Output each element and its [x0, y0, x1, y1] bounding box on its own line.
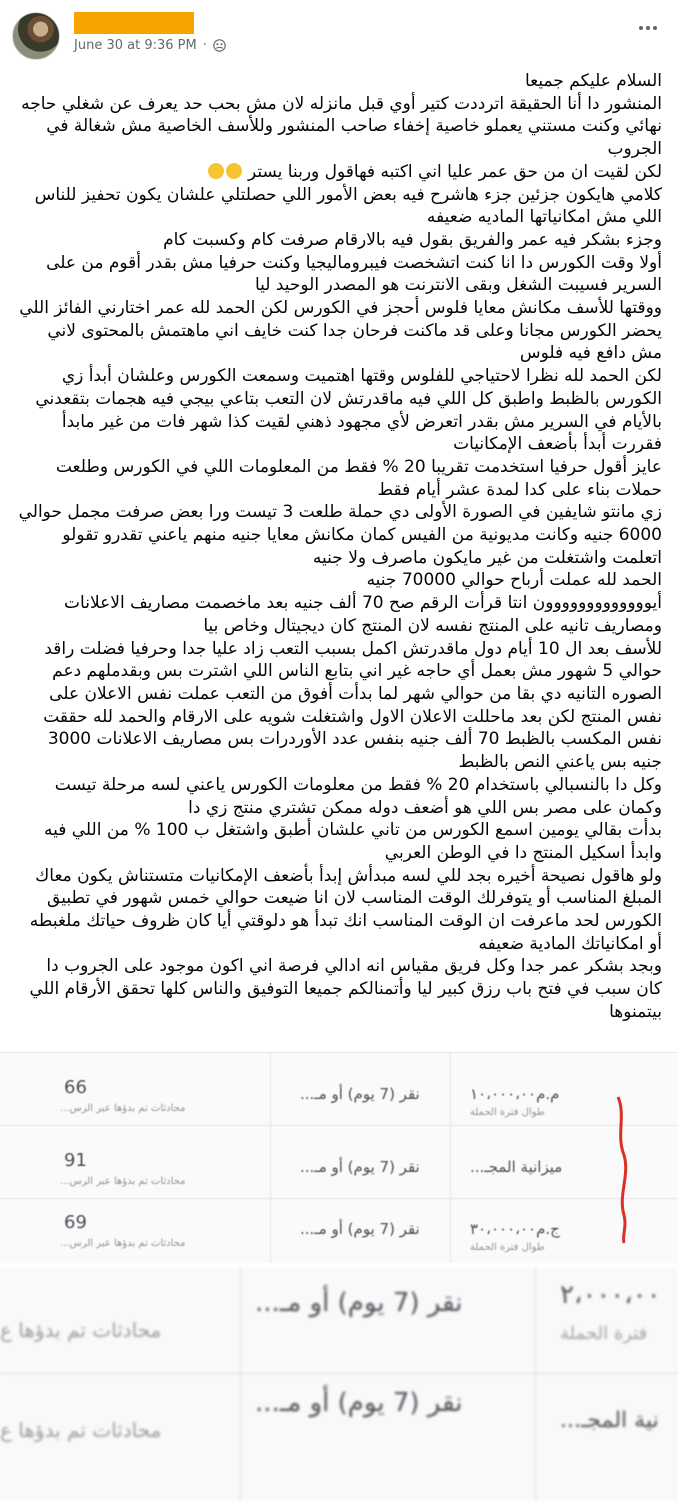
attribution-cell: نقر (7 يوم) أو مـ...	[300, 1085, 420, 1103]
results-sub: محادثات تم بدؤها ع	[0, 1418, 162, 1442]
post-timestamp[interactable]: June 30 at 9:36 PM	[74, 38, 197, 53]
ads-results-screenshot-2	[0, 1268, 678, 1501]
budget-sub: فترة الحملة	[560, 1323, 648, 1344]
table-row	[0, 1063, 678, 1126]
budget-cell: م.م١٠،٠٠٠،٠٠	[470, 1085, 560, 1103]
post-paragraph: ولو هاقول نصيحة أخيره بجد للي لسه مبدأش إبدأ بأضعف الإمكانيات متستناش يكون معاك المبلغ المناسب أو يتوفرلك الوقت المناسب لان انا ضيعت حوالي خمس شهور في تطبيق الكورس لحد ماعرفت ان الوقت المناسب انك تبدأ هو دلوقتي أيا كان ظروف حياتك ملغبطه أو امكانياتك المادية ضعيفه	[29, 865, 662, 954]
results-sub: محادثات تم بدؤها عبر الرس...	[60, 1103, 186, 1114]
post-body	[16, 70, 662, 1024]
post-paragraph: أيووووووووووووون انتا قرأت الرقم صح 70 ألف جنيه بعد ماخصمت مصاريف الاعلانات ومصاريف تانيه على المنتج نفسه لان المنتج كان ديجيتال وخاص بيا	[64, 593, 662, 636]
budget-cell: ٢،٠٠٠،٠٠	[560, 1280, 661, 1310]
grin-emoji-icon	[226, 163, 242, 179]
post-paragraph: للأسف بعد ال 10 أيام دول ماقدرتش اكمل بسبب التعب زاد عليا جدا وحرفيا فضلت راقد حوالي 5 شهور مش بعمل أي حاجه غير اني بتابع الناس اللي اشترت بس وبقدملهم دعم	[44, 638, 662, 682]
results-value: 69	[64, 1212, 87, 1233]
budget-sub: طوال فترة الحملة	[470, 1107, 545, 1118]
budget-sub: طوال فترة الحملة	[470, 1242, 545, 1253]
author-avatar[interactable]	[12, 12, 60, 60]
post-paragraph: ووقتها للأسف مكانش معايا فلوس أحجز في الكورس لكن الحمد لله عمر اختارني الفائز اللي يحضر الكورس مجانا وعلى قد ماكنت فرحان جدا كنت خايف اني ماهتمش بالمحتوى لاني مش دافع فيه فلوس	[19, 298, 662, 364]
post-paragraph: لكن الحمد لله نظرا لاحتياجي للفلوس وقتها اهتميت وسمعت الكورس وعلشان أبدأ زي الكورس بالظبط واطبق كل اللي فيه ماقدرتش لان التعب بتاعي بيجي فيه هجمات بتقعدني بالأيام في السرير مش بقدر اتعرض لأي مجهود ذهني لقيت كذا شهر فات من غير مابدأ فقررت أبدأ بأضعف الإمكانيات	[35, 366, 662, 455]
post-header	[12, 12, 666, 60]
post-paragraph: وجزء بشكر فيه عمر والفريق بقول فيه بالارقام صرفت كام وكسبت كام	[163, 229, 662, 250]
post-paragraph: لكن لقيت ان من حق عمر عليا اني اكتبه فهاقول وربنا يستر	[16, 161, 662, 184]
group-icon[interactable]	[213, 39, 226, 52]
post-paragraph: السلام عليكم جميعا	[525, 71, 662, 91]
attribution-cell: نقر (7 يوم) أو مـ...	[300, 1220, 420, 1238]
grin-emoji-icon	[208, 163, 224, 179]
post-paragraph: زي مانتو شايفين في الصورة الأولى دي حملة طلعت 3 تيست ورا بعض صرفت مجمل حوالي 6000 جنيه وكانت مديونية من الفيس كمان مكانش معايا جنيه منهم ياعني تقدرو تقولو اتعلمت واشتغلت من غير مايكون ماصرف ولا جنيه	[18, 502, 662, 568]
more-dots-icon[interactable]	[634, 18, 662, 38]
post-paragraph: الصوره التانيه دي بقا من حوالي شهر لما بدأت أفوق من التعب عملت نفس الاعلان على نفس المنتج لكن بعد ماحللت الاعلان الاول واشتغلت شويه على الارقام والحمد لله حققت نفس المكسب بالظبط 70 ألف جنيه بنفس عدد الأوردرات بس مصاريف الاعلانات 3000 جنيه بس ياعني النص بالظبط	[43, 683, 662, 773]
post-attached-image[interactable]	[0, 1052, 678, 1501]
post-paragraph: وكل دا بالنسبالي باستخدام 20 % فقط من معلومات الكورس ياعني لسه مرحلة تيست وكمان على مصر بس اللي هو أضعف دوله ممكن تشتري منتج زي دا	[54, 774, 662, 818]
attribution-cell: نقر (7 يوم) أو مـ...	[255, 1288, 463, 1318]
post-paragraph: وبجد بشكر عمر جدا وكل فريق مقياس انه ادالي فرصة اني اكون موجود على الجروب دا كان سبب في فتح باب رزق كبير ليا وأتمنالكم جميعا التوفيق والناس كلها تحقق الأرقام اللي بيتمنوها	[29, 956, 662, 1022]
budget-cell: ميزانية المجـ...	[470, 1158, 563, 1176]
results-sub: محادثات تم بدؤها ع	[0, 1318, 162, 1342]
post-meta	[74, 38, 226, 53]
post-paragraph: بدأت بقالي يومين اسمع الكورس من تاني علشان أطبق واشتغل ب 100 % من اللي فيه وابدأ اسكيل المنتج دا في الوطن العربي	[43, 820, 662, 863]
author-name-redacted[interactable]	[74, 12, 194, 34]
ads-results-screenshot-1	[0, 1053, 678, 1263]
post-paragraph: الحمد لله عملت أرباح حوالي 70000 جنيه	[366, 570, 662, 591]
attribution-cell: نقر (7 يوم) أو مـ...	[255, 1388, 463, 1418]
table-row	[0, 1136, 678, 1199]
post-paragraph: أولا وقت الكورس دا انا كنت اتشخصت فيبروماليجيا وكنت حرفيا مش بقدر أقوم من على السرير فسيبت الشغل وبقى الانترنت هو المصدر الوحيد ليا	[46, 252, 662, 296]
meta-separator: ·	[202, 38, 207, 53]
post-paragraph: عايز أقول حرفيا استخدمت تقريبا 20 % فقط من المعلومات اللي في الكورس وطلعت حملات بناء على كدا لمدة عشر أيام فقط	[55, 456, 662, 500]
results-value: 91	[64, 1150, 87, 1171]
red-annotation-line	[612, 1095, 632, 1245]
table-row	[0, 1198, 678, 1260]
post-paragraph: كلامي هايكون جزئين جزء هاشرح فيه بعض الأمور اللي حصلتلي علشان يكون تحفيز للناس اللي مش امكانياتها الماديه ضعيفه	[34, 184, 662, 228]
budget-cell: ج.م٣٠،٠٠٠،٠٠	[470, 1220, 560, 1238]
results-sub: محادثات تم بدؤها عبر الرس...	[60, 1176, 186, 1187]
attribution-cell: نقر (7 يوم) أو مـ...	[300, 1158, 420, 1176]
budget-cell: نية المجـ...	[560, 1408, 659, 1433]
results-sub: محادثات تم بدؤها عبر الرس...	[60, 1238, 186, 1249]
post-paragraph: المنشور دا أنا الحقيقة اترددت كتير أوي قبل مانزله لان مش بحب حد يعرف عن شغلي حاجه نهائي وكنت مستني يعملو خاصية إخفاء صاحب المنشور وللأسف الخاصية مش شغالة في الجروب	[21, 93, 662, 160]
results-value: 66	[64, 1077, 87, 1098]
